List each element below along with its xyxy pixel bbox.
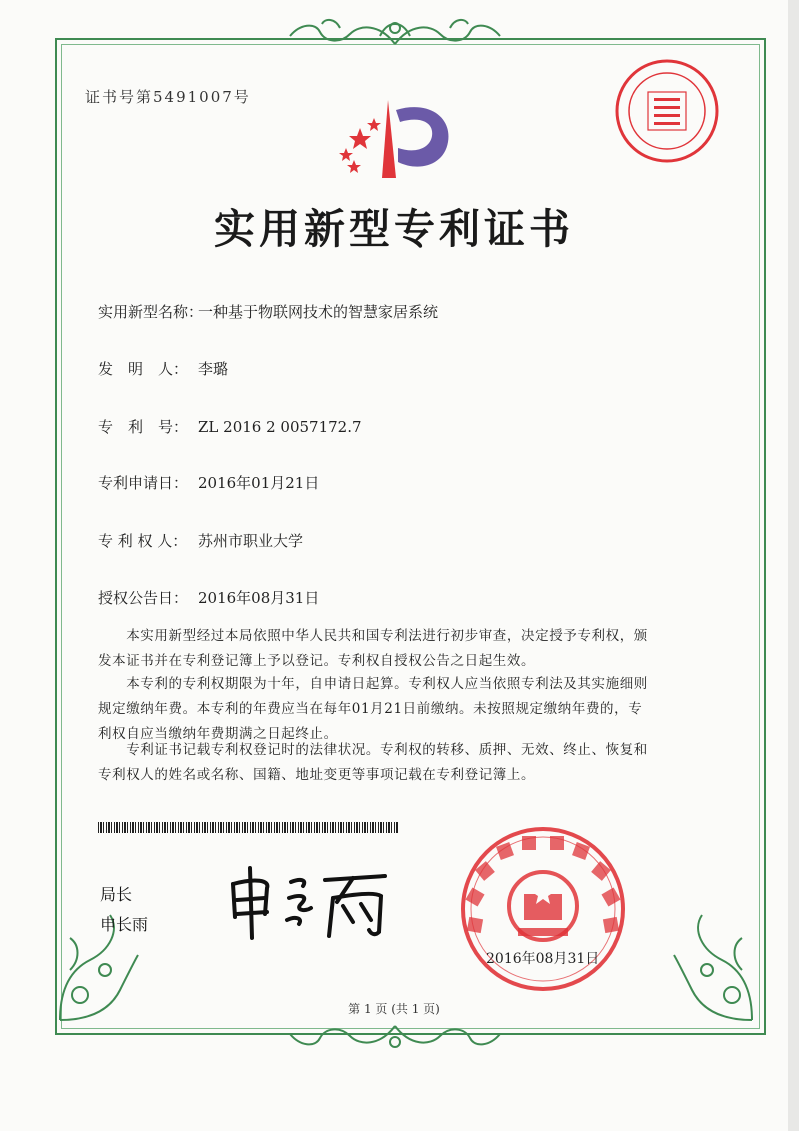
field-label: 实用新型名称： <box>98 303 204 321</box>
patent-number-field <box>98 416 362 437</box>
bottom-ornament <box>280 1020 510 1056</box>
top-ornament <box>280 14 510 50</box>
paragraph-line: 专利权人的姓名或名称、国籍、地址变更等事项记载在专利登记簿上。 <box>98 767 536 783</box>
page-footer: 第 1 页 (共 1 页) <box>348 1002 440 1016</box>
field-value: 一种基于物联网技术的智慧家居系统 <box>198 303 439 321</box>
director-name: 申长雨 <box>100 915 149 934</box>
paragraph-line: 专利证书记载专利权登记时的法律状况。专利权的转移、质押、无效、终止、恢复和 <box>98 742 648 758</box>
paragraph-line: 发本证书并在专利登记簿上予以登记。专利权自授权公告之日起生效。 <box>98 653 536 669</box>
field-value: 2016年08月31日 <box>198 589 320 607</box>
paragraph-line: 利权自应当缴纳年费期满之日起终止。 <box>98 726 338 742</box>
director-title: 局长 <box>100 885 133 904</box>
certificate-title: 实用新型专利证书 <box>214 205 574 253</box>
field-label: 专 利 权 人： <box>98 532 188 550</box>
paragraph-grant <box>98 624 678 674</box>
field-value: 2016年01月21日 <box>198 474 320 492</box>
field-label: 专利申请日： <box>98 474 189 492</box>
field-value: 李璐 <box>198 360 229 378</box>
grant-date-field <box>98 587 319 608</box>
patentee-field <box>98 530 303 551</box>
patent-office-logo-icon <box>330 90 460 182</box>
director-signature <box>225 862 395 942</box>
field-value: ZL 2016 2 0057172.7 <box>198 418 362 436</box>
tax-stamp-seal <box>612 56 722 166</box>
certificate-number: 证书号第5491007号 <box>85 88 251 106</box>
field-value: 苏州市职业大学 <box>198 532 304 550</box>
utility-model-name-field <box>98 301 438 322</box>
paragraph-line: 本专利的专利权期限为十年，自申请日起算。专利权人应当依照专利法及其实施细则 <box>98 676 648 692</box>
paragraph-line: 规定缴纳年费。本专利的年费应当在每年01月21日前缴纳。未按照规定缴纳年费的，专 <box>98 701 643 717</box>
national-ip-office-seal <box>458 824 628 994</box>
paragraph-line: 本实用新型经过本局依照中华人民共和国专利法进行初步审查，决定授予专利权，颁 <box>98 628 648 644</box>
application-date-field <box>98 472 319 493</box>
paragraph-term <box>98 672 678 747</box>
seal-date: 2016年08月31日 <box>486 951 600 967</box>
barcode <box>98 822 398 833</box>
paragraph-legal-status <box>98 738 678 788</box>
inventor-field <box>98 358 228 379</box>
field-label: 专 利 号： <box>98 418 189 436</box>
field-label: 授权公告日： <box>98 589 189 607</box>
field-label: 发 明 人： <box>98 360 189 378</box>
